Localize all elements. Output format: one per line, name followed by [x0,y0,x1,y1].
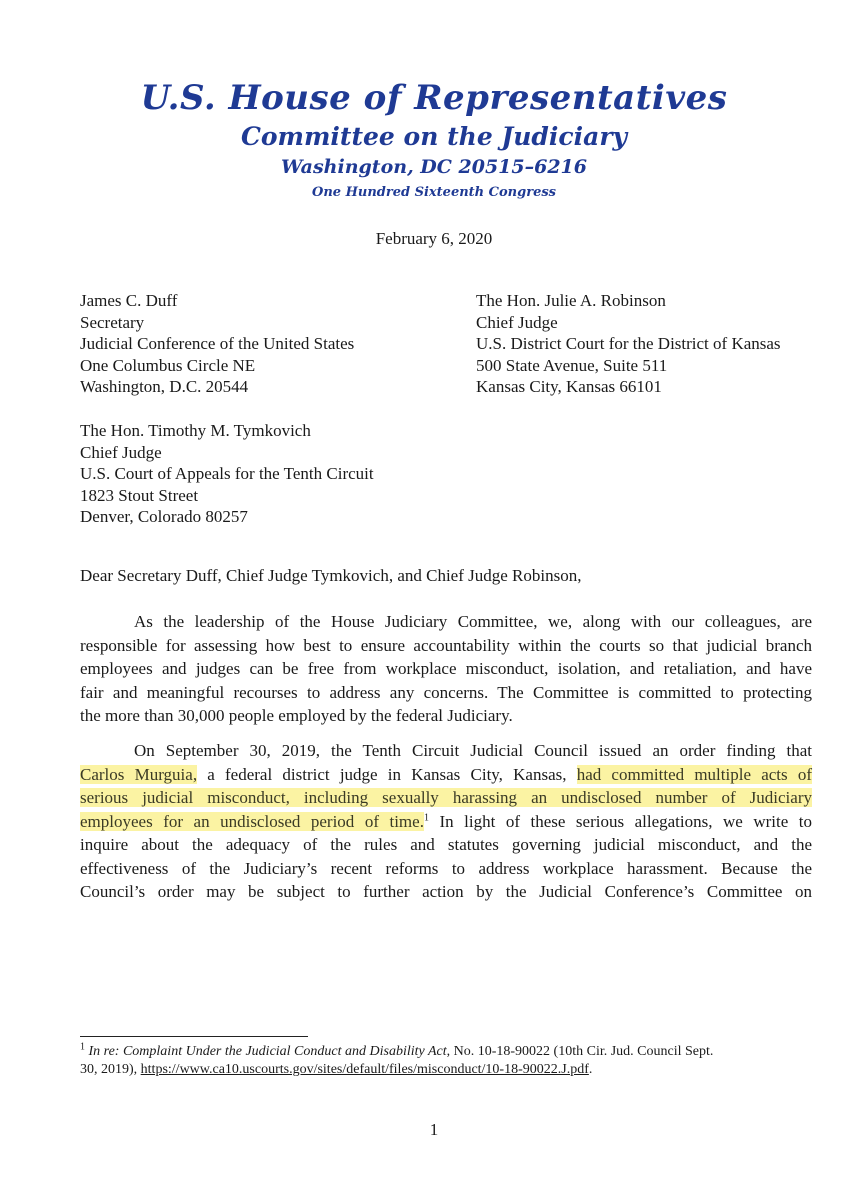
recipient-city: Kansas City, Kansas 66101 [476,377,662,396]
paragraph-line: Council’s order may be subject to further action by the Judicial Conference’s Committee on [80,882,812,901]
recipient-name: The Hon. Julie A. Robinson [476,291,666,310]
paragraph-line: As the leadership of the House Judiciary Committee, we, along with our colleagues, are [134,612,812,631]
paragraph-text: In light of these serious allegations, we write to [428,811,812,831]
letterhead-house: U.S. House of Representatives [140,78,728,118]
letter-date: February 6, 2020 [375,229,493,248]
paragraph-line: employees and judges can be free from workplace misconduct, isolation, and retaliation, and have [80,659,812,678]
paragraph-line: On September 30, 2019, the Tenth Circuit Judicial Council issued an order finding that [134,741,812,760]
highlight-finding: employees for an undisclosed period of time. [80,811,424,831]
letterhead-committee: Committee on the Judiciary [240,122,628,151]
recipient-street: One Columbus Circle NE [80,355,256,375]
footnote-link[interactable]: https://www.ca10.uscourts.gov/sites/default/files/misconduct/10-18-90022.J.pdf [140,1062,589,1077]
recipient-duff [80,290,354,398]
footnote-text: 30, 2019), [80,1062,141,1077]
footnote-case-name: In re: Complaint Under the Judicial Conduct and Disability Act [88,1044,447,1059]
footnote-text: , No. 10-18-90022 (10th Cir. Jud. Council Sept. [446,1044,714,1059]
letterhead-address: Washington, DC 20515–6216 [280,156,587,178]
recipient-org: U.S. Court of Appeals for the Tenth Circuit [80,464,374,483]
recipient-tymkovich [80,420,374,528]
recipient-name: The Hon. Timothy M. Tymkovich [80,421,311,440]
paragraph-line [80,763,812,787]
footnote-line [80,1043,820,1061]
footnote [80,1043,820,1079]
recipient-street: 1823 Stout Street [80,485,199,505]
highlight-name: Carlos Murguia, [80,764,198,784]
paragraph-1 [80,610,812,728]
page-number: 1 [429,1120,439,1139]
salutation: Dear Secretary Duff, Chief Judge Tymkovich, and Chief Judge Robinson, [80,566,582,585]
paragraph-line: fair and meaningful recourses to address any concerns. The Committee is committed to protecting [80,682,812,702]
footnote-ref[interactable]: 1 [423,811,429,823]
paragraph-line: effectiveness of the Judiciary’s recent reforms to address workplace harassment. Because the [80,858,812,878]
footnote-marker: 1 [80,1041,85,1053]
paragraph-line [80,810,812,834]
letterhead-congress: One Hundred Sixteenth Congress [312,185,556,200]
recipient-name: James C. Duff [80,291,178,310]
footnote-end: . [588,1062,593,1077]
paragraph-line: inquire about the adequacy of the rules and statutes governing judicial misconduct, and the [80,835,812,854]
recipient-title: Chief Judge [80,442,162,462]
paragraph-text: a federal district judge in Kansas City, Kansas, [197,764,577,784]
paragraph-line [80,786,812,810]
paragraph-line: responsible for assessing how best to ensure accountability within the courts so that judicial branch [80,635,812,655]
footnote-divider [80,1036,308,1037]
recipient-street: 500 State Avenue, Suite 511 [476,355,668,375]
highlight-finding: had committed multiple acts of [576,764,812,784]
highlight-finding: serious judicial misconduct, including sexually harassing an undisclosed number of Judiciary [80,788,812,807]
paragraph-2 [80,739,812,904]
paragraph-line: the more than 30,000 people employed by the federal Judiciary. [80,706,513,725]
recipient-org: U.S. District Court for the District of Kansas [476,334,781,353]
recipient-city: Denver, Colorado 80257 [80,507,248,526]
footnote-line [80,1061,820,1079]
recipient-title: Chief Judge [476,312,558,332]
recipient-robinson [476,290,781,398]
recipient-city: Washington, D.C. 20544 [80,377,249,396]
recipient-title: Secretary [80,312,145,332]
recipient-org: Judicial Conference of the United States [80,334,355,353]
